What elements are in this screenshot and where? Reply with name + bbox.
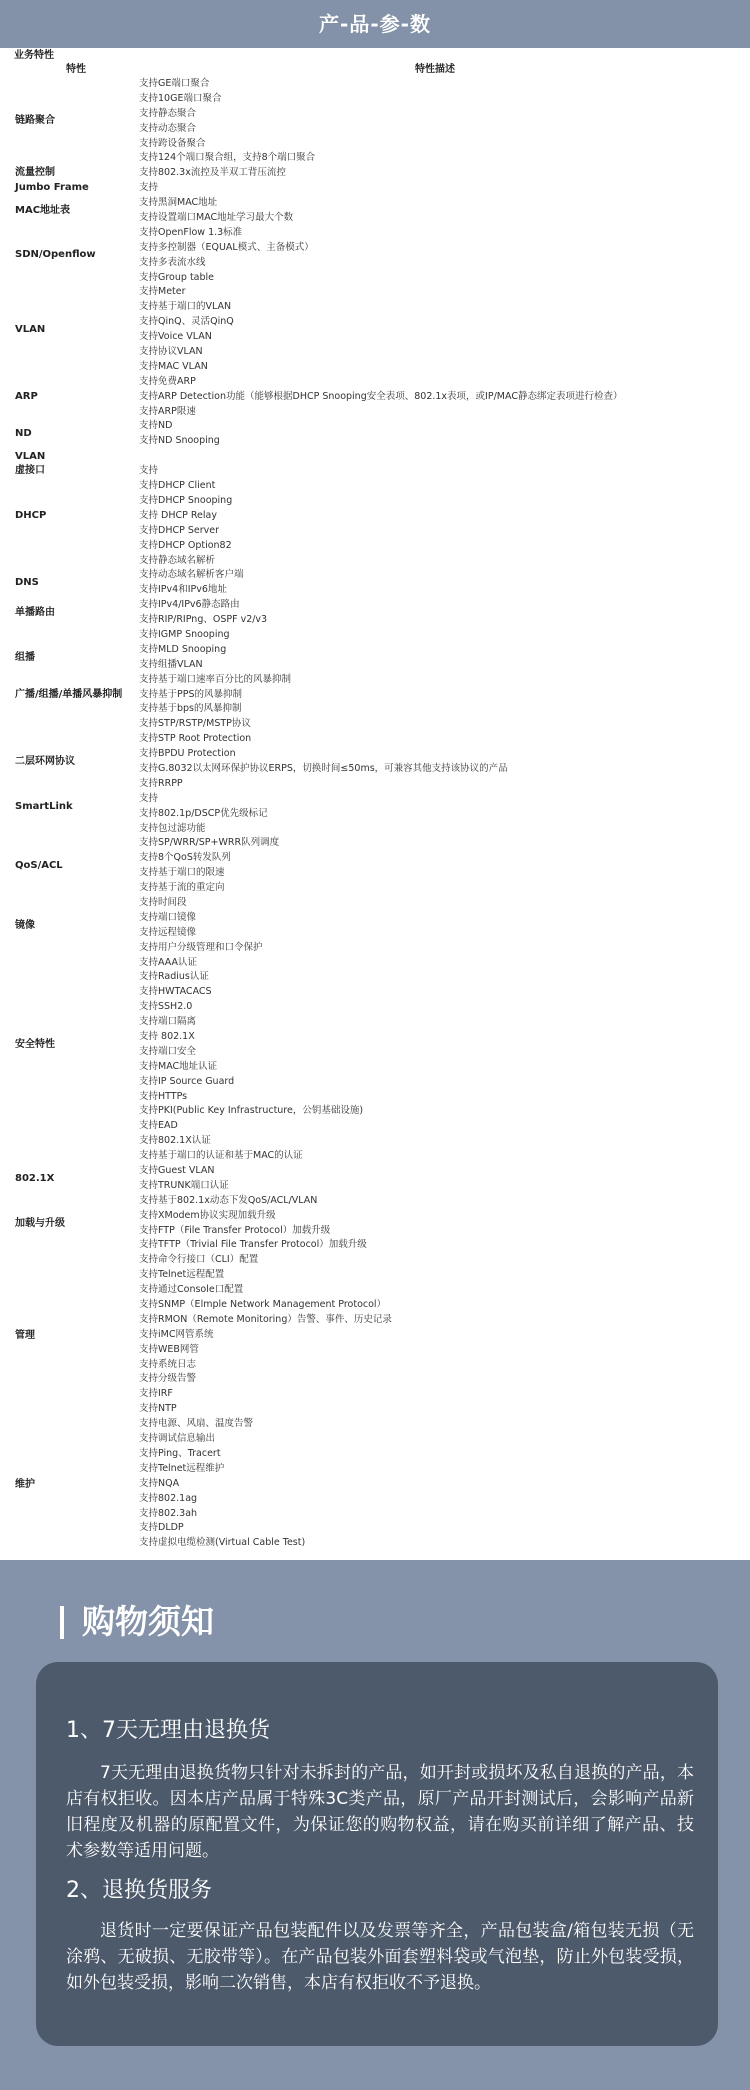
spec-description: 支持动态域名解析客户端	[139, 569, 244, 581]
spec-description: 支持AAA认证	[139, 956, 198, 968]
spec-description: 支持 802.1X	[139, 1031, 195, 1042]
spec-category: 链路聚合	[15, 115, 55, 127]
spec-description: 支持基于端口的VLAN	[139, 301, 232, 313]
spec-description: 支持免费ARP	[139, 375, 196, 387]
notice-item-body: 7天无理由退换货物只针对未拆封的产品，如开封或损坏及私自退换的产品，本店有权拒收。因本店产品属于特殊3C类产品，原厂产品开封测试后，会影响产品新旧程度及机器的原配置文件，为保证您的购物权益，请在购买前详细了解产品、技术参数等适用问题。	[66, 1763, 694, 1861]
spec-description: 支持IPv4和IPv6地址	[139, 584, 227, 596]
spec-description: 支持跨设备聚合	[139, 137, 206, 149]
spec-description: 支持IRF	[139, 1388, 173, 1400]
spec-description: 支持GE端口聚合	[139, 78, 210, 89]
spec-description: 支持802.1p/DSCP优先级标记	[139, 807, 268, 819]
spec-description: 支持动态聚合	[139, 122, 197, 134]
spec-description: 支持组播VLAN	[139, 658, 203, 670]
spec-description: 支持基于流的重定向	[139, 882, 225, 894]
spec-description: 支持端口镜像	[139, 911, 197, 923]
heading-accent-bar	[60, 1606, 64, 1639]
spec-category: ND	[15, 428, 32, 440]
spec-description: 支持基于端口速率百分比的风暴抑制	[139, 673, 292, 685]
spec-description: 支持基于bps的风暴抑制	[139, 703, 242, 715]
spec-description: 支持Voice VLAN	[139, 331, 212, 343]
spec-description: 支持PKI(Public Key Infrastructure，公钥基础设施)	[139, 1105, 364, 1117]
spec-description: 支持分级告警	[139, 1373, 197, 1385]
spec-category: QoS/ACL	[15, 860, 63, 872]
spec-description: 支持SSH2.0	[139, 1001, 193, 1013]
spec-description: 支持包过滤功能	[139, 822, 206, 834]
spec-description: 支持IGMP Snooping	[139, 628, 230, 640]
spec-category: 组播	[15, 651, 35, 663]
spec-category: 广播/组播/单播风暴抑制	[15, 688, 123, 700]
column-header-feature: 特性	[66, 64, 86, 75]
spec-description: 支持端口安全	[139, 1045, 197, 1057]
spec-description: 支持Telnet远程维护	[139, 1462, 225, 1474]
spec-description: 支持基于端口的限速	[139, 867, 225, 879]
spec-category: 802.1X	[15, 1173, 55, 1185]
spec-description: 支持iMC网管系统	[139, 1328, 214, 1340]
spec-description: 支持RRPP	[139, 777, 183, 789]
spec-category: ARP	[15, 390, 38, 402]
spec-description: 支持Group table	[139, 271, 215, 283]
spec-description: 支持EAD	[139, 1120, 178, 1132]
spec-description: 支持端口隔离	[139, 1016, 197, 1028]
spec-description: 支持IPv4/IPv6静态路由	[139, 599, 240, 611]
spec-category: DNS	[15, 577, 39, 589]
notice-card	[36, 1662, 718, 2046]
spec-description: 支持DHCP Option82	[139, 539, 232, 551]
spec-category: 单播路由	[15, 606, 55, 618]
spec-description: 支持Ping、Tracert	[139, 1447, 221, 1459]
spec-description: 支持802.3x流控及半双工背压流控	[139, 167, 286, 179]
spec-description: 支持XModem协议实现加载升级	[139, 1209, 276, 1221]
spec-banner	[0, 0, 750, 48]
spec-category: 加载与升级	[15, 1217, 65, 1229]
spec-description: 支持802.1ag	[139, 1492, 198, 1504]
spec-description: 支持	[139, 465, 159, 477]
spec-category: VLAN	[15, 323, 46, 335]
spec-category: SDN/Openflow	[15, 249, 96, 261]
spec-description: 支持DHCP Server	[139, 524, 219, 536]
spec-description: 支持RIP/RIPng、OSPF v2/v3	[139, 614, 268, 626]
section-title: 业务特性	[14, 50, 54, 61]
spec-description: 支持Meter	[139, 286, 186, 298]
spec-category: DHCP	[15, 510, 47, 522]
spec-description: 支持DHCP Client	[139, 480, 216, 492]
spec-description: 支持10GE端口聚合	[139, 92, 222, 104]
spec-category: 管理	[15, 1329, 35, 1341]
spec-category: Jumbo Frame	[15, 182, 89, 194]
spec-description: 支持远程镜像	[139, 926, 197, 938]
spec-category: VLAN 虚接口	[15, 450, 46, 477]
spec-description: 支持NQA	[139, 1477, 180, 1489]
spec-description	[139, 449, 739, 464]
spec-description: 支持124个端口聚合组，支持8个端口聚合	[139, 152, 316, 164]
spec-description: 支持STP Root Protection	[139, 733, 252, 745]
spec-description: 支持Radius认证	[139, 971, 209, 983]
spec-description: 支持BPDU Protection	[139, 748, 236, 760]
spec-description: 支持DHCP Snooping	[139, 494, 233, 506]
spec-description: 支持基于PPS的风暴抑制	[139, 688, 242, 700]
spec-description: 支持用户分级管理和口令保护	[139, 941, 263, 953]
spec-category: MAC地址表	[15, 204, 71, 216]
spec-category: 流量控制	[15, 167, 55, 179]
spec-description: 支持HWTACACS	[139, 986, 212, 998]
banner-title: 产-品-参-数	[319, 12, 431, 36]
spec-description: 支持SP/WRR/SP+WRR队列调度	[139, 837, 280, 849]
spec-description: 支持IP Source Guard	[139, 1075, 235, 1087]
spec-description: 支持MLD Snooping	[139, 643, 227, 655]
notice-title: 购物须知	[82, 1602, 214, 1641]
spec-description: 支持静态聚合	[139, 107, 197, 119]
spec-description: 支持MAC VLAN	[139, 360, 208, 372]
spec-description: 支持TRUNK端口认证	[139, 1179, 229, 1191]
spec-description: 支持OpenFlow 1.3标准	[139, 226, 243, 238]
spec-description: 支持基于端口的认证和基于MAC的认证	[139, 1150, 303, 1162]
spec-description: 支持虚拟电缆检测(Virtual Cable Test)	[139, 1537, 306, 1549]
spec-description: 支持RMON（Remote Monitoring）告警、事件、历史记录	[139, 1313, 392, 1325]
spec-description: 支持802.3ah	[139, 1507, 198, 1519]
spec-description: 支持多控制器（EQUAL模式、主备模式）	[139, 241, 314, 253]
spec-description: 支持TFTP（Trivial File Transfer Protocol）加载升级	[139, 1239, 367, 1251]
spec-description: 支持黑洞MAC地址	[139, 197, 218, 209]
spec-table	[0, 48, 750, 1560]
spec-description: 支持STP/RSTP/MSTP协议	[139, 718, 251, 730]
notice-item-body: 退货时一定要保证产品包装配件以及发票等齐全，产品包装盒/箱包装无损（无涂鸦、无破损、无胶带等）。在产品包装外面套塑料袋或气泡垫，防止外包装受损，如外包装受损，影响二次销售，本店有权拒收不予退换。	[66, 1921, 694, 1993]
spec-description: 支持DLDP	[139, 1522, 184, 1534]
spec-description: 支持802.1X认证	[139, 1135, 211, 1147]
spec-description: 支持系统日志	[139, 1358, 197, 1370]
spec-description: 支持ARP限速	[139, 405, 196, 417]
spec-description: 支持通过Console口配置	[139, 1284, 244, 1296]
spec-description: 支持协议VLAN	[139, 346, 203, 358]
spec-description: 支持基于802.1x动态下发QoS/ACL/VLAN	[139, 1194, 318, 1206]
spec-description: 支持NTP	[139, 1403, 177, 1415]
spec-description: 支持命令行接口（CLI）配置	[139, 1254, 259, 1266]
spec-category: 镜像	[15, 919, 35, 931]
spec-category: 二层环网协议	[15, 755, 75, 767]
spec-description: 支持SNMP（Elmple Network Management Protocol）	[139, 1299, 387, 1311]
spec-description: 支持Guest VLAN	[139, 1165, 215, 1177]
notice-item-heading: 1、7天无理由退换货	[66, 1718, 270, 1743]
notice-item-heading: 2、退换货服务	[66, 1878, 212, 1903]
spec-description: 支持MAC地址认证	[139, 1060, 218, 1072]
category-column	[15, 77, 140, 1557]
spec-description: 支持电源、风扇、温度告警	[139, 1418, 254, 1430]
description-column	[139, 77, 739, 1551]
spec-description: 支持ARP Detection功能（能够根据DHCP Snooping安全表项、802.1x表项，或IP/MAC静态绑定表项进行检查）	[139, 390, 623, 402]
spec-description: 支持时间段	[139, 896, 187, 908]
spec-category: SmartLink	[15, 800, 73, 812]
spec-description: 支持多表流水线	[139, 256, 206, 268]
spec-description: 支持8个QoS转发队列	[139, 852, 231, 864]
spec-description: 支持FTP（File Transfer Protocol）加载升级	[139, 1224, 331, 1236]
spec-description: 支持	[139, 182, 159, 194]
spec-description: 支持Telnet远程配置	[139, 1269, 225, 1281]
spec-description: 支持	[139, 792, 159, 804]
spec-description: 支持HTTPs	[139, 1090, 188, 1102]
spec-description: 支持调试信息输出	[139, 1433, 216, 1445]
spec-description: 支持 DHCP Relay	[139, 509, 217, 521]
spec-description: 支持设置端口MAC地址学习最大个数	[139, 212, 294, 224]
spec-description: 支持ND Snooping	[139, 435, 220, 447]
spec-category: 安全特性	[15, 1039, 55, 1051]
spec-category: 维护	[15, 1478, 35, 1490]
spec-description: 支持静态域名解析	[139, 554, 216, 566]
spec-description: 支持QinQ、灵活QinQ	[139, 316, 234, 328]
spec-description: 支持ND	[139, 420, 173, 432]
spec-description: 支持WEB网管	[139, 1343, 199, 1355]
spec-description: 支持G.8032以太网环保护协议ERPS，切换时间≤50ms，可兼容其他支持该协议的产品	[139, 762, 508, 774]
column-header-description: 特性描述	[415, 64, 455, 75]
